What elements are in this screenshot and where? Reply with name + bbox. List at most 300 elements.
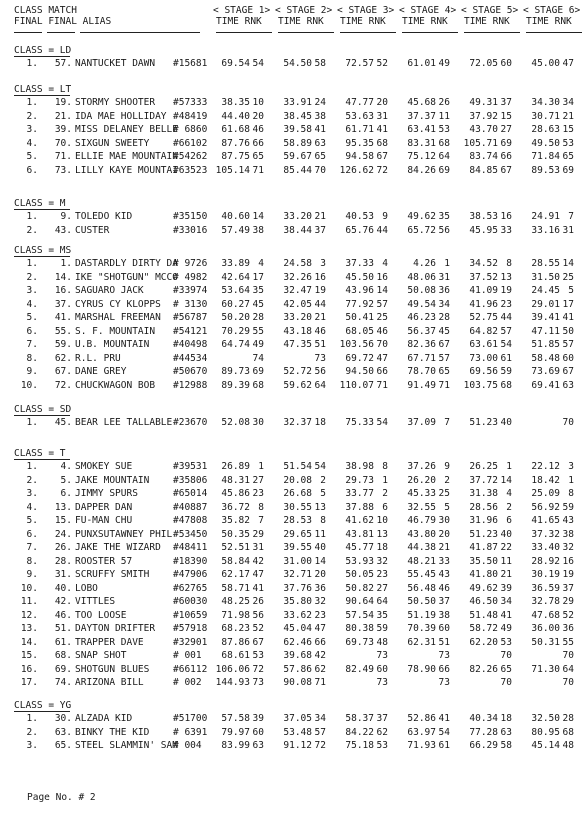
stage-6-time: 29.01: [531, 298, 560, 310]
stage-2-rank: 21: [314, 211, 326, 222]
stage-2-time: 85.44: [283, 164, 312, 176]
match-place: 74.: [54, 677, 72, 689]
class-underline: [14, 95, 70, 96]
stage-3-time: 29.73: [345, 474, 374, 486]
match-place: 16.: [54, 285, 72, 296]
stage-3-time: 84.22: [345, 726, 374, 738]
match-place: 24.: [54, 528, 72, 540]
stage-1-rank: 17: [252, 271, 264, 283]
shooter-alias: U.B. MOUNTAIN: [75, 339, 150, 351]
stage-5-rank: 53: [500, 636, 512, 648]
final-place: 11.: [20, 596, 38, 608]
stage-5-time: 41.09: [469, 285, 498, 296]
stage-5-time: 69.56: [469, 366, 498, 378]
match-place: 28.: [54, 555, 72, 567]
stage-2-rank: 41: [314, 124, 326, 135]
stage-1-time: 40.60: [221, 211, 250, 222]
stage-2-time: 33.62: [283, 609, 312, 621]
stage-4-time: 51.19: [407, 609, 436, 621]
class-label: CLASS = LD: [14, 45, 72, 56]
stage-3-sub: TIME RNK: [340, 16, 386, 27]
stage-5-time: 41.80: [469, 569, 498, 581]
stage-2-time: 39.55: [283, 542, 312, 554]
stage-1-time: 52.51: [221, 542, 250, 554]
stage-3-rank: 53: [376, 740, 388, 751]
stage-3-rank: 57: [376, 298, 388, 310]
stage-1-rank: 31: [252, 542, 264, 554]
table-row: [0, 273, 587, 284]
stage-5-time: 52.75: [469, 312, 498, 324]
match-place: 15.: [54, 515, 72, 527]
stage-4-time: 67.71: [407, 352, 436, 364]
match-place: 9.: [60, 211, 72, 222]
stage-2-rank: 19: [314, 285, 326, 296]
stage-6-rank: 68: [562, 726, 574, 738]
stage-4-rank: 60: [438, 623, 450, 635]
stage-1-rank: 74: [252, 352, 264, 364]
stage-2-time: 39.58: [283, 124, 312, 135]
stage-6-rank: 3: [568, 461, 574, 472]
match-place: 4.: [60, 461, 72, 472]
stage-1-time: 87.86: [221, 636, 250, 648]
stage-3-rank: 54: [376, 417, 388, 428]
stage-3-rank: 10: [376, 515, 388, 527]
stage-1-time: 69.54: [221, 58, 250, 69]
stage-1-rank: 69: [252, 366, 264, 378]
stage-6-rank: 16: [562, 555, 574, 567]
stage-1-time: 58.71: [221, 582, 250, 594]
stage-4-time: 82.36: [407, 339, 436, 351]
stage-2-time: 38.45: [283, 110, 312, 122]
match-place: 14.: [54, 271, 72, 283]
stage-3-rank: 72: [376, 164, 388, 176]
stage-2-rank: 3: [320, 258, 326, 269]
stage-3-time: 40.53: [345, 211, 374, 222]
stage-3-rank: 13: [376, 528, 388, 540]
stage-3-time: 45.77: [345, 542, 374, 554]
sass-number: #40498: [173, 339, 208, 351]
stage-3-time: 41.62: [345, 515, 374, 527]
stage-3-time: 61.71: [345, 124, 374, 135]
stage-5-rank: 11: [500, 555, 512, 567]
stage-1-time: 105.14: [215, 164, 250, 176]
stage-2-rank: 56: [314, 366, 326, 378]
stage-2-rank: 73: [314, 352, 326, 364]
header-rules: [0, 28, 587, 39]
stage-5-rank: 70: [500, 650, 512, 662]
stage-6-rank: 67: [562, 366, 574, 378]
stage-3-time: 103.56: [339, 339, 374, 351]
stage-4-rank: 64: [438, 151, 450, 163]
stage-1-time: 68.61: [221, 650, 250, 662]
stage-2-rank: 62: [314, 663, 326, 675]
stage-3-time: 38.98: [345, 461, 374, 472]
stage-6-rank: 47: [562, 58, 574, 69]
stage-5-rank: 40: [500, 417, 512, 428]
match-place: 69.: [54, 663, 72, 675]
stage-2-time: 28.53: [283, 515, 312, 527]
stage-6-time: 33.40: [531, 542, 560, 554]
table-row: [0, 651, 587, 662]
sass-number: #18390: [173, 555, 208, 567]
stage-3-time: 95.35: [345, 137, 374, 149]
stage-3-rank: 73: [376, 677, 388, 689]
stage-2-time: 57.86: [283, 663, 312, 675]
stage-2-rank: 66: [314, 636, 326, 648]
stage-4-time: 50.50: [407, 596, 436, 608]
stage-4-rank: 57: [438, 352, 450, 364]
shooter-alias: CYRUS CY KLOPPS: [75, 298, 161, 310]
stage-1-time: 50.20: [221, 312, 250, 324]
stage-6-rank: 36: [562, 623, 574, 635]
stage-3-rank: 1: [382, 474, 388, 486]
table-row: [0, 503, 587, 514]
stage-1-time: 60.27: [221, 298, 250, 310]
stage-2-time: 59.67: [283, 151, 312, 163]
shooter-alias: DANE GREY: [75, 366, 127, 378]
stage-1-time: 71.98: [221, 609, 250, 621]
stage-1-rank: 35: [252, 285, 264, 296]
stage-1-rank: 4: [258, 258, 264, 269]
class-header: [14, 85, 71, 97]
stage-5-rank: 41: [500, 609, 512, 621]
stage-6-time: 30.71: [531, 110, 560, 122]
stage-5-rank: 59: [500, 366, 512, 378]
stage-6-time: 49.50: [531, 137, 560, 149]
stage-5-time: 43.70: [469, 124, 498, 135]
stage-4-time: 50.08: [407, 285, 436, 296]
stage-6-rank: 17: [562, 298, 574, 310]
table-row: [0, 728, 587, 739]
stage-2-time: 35.80: [283, 596, 312, 608]
table-row: [0, 543, 587, 554]
stage-3-rank: 6: [382, 501, 388, 513]
stage-2-time: 38.44: [283, 224, 312, 236]
table-row: [0, 327, 587, 338]
sass-number: #35150: [173, 211, 208, 222]
stage-6-rank: 31: [562, 224, 574, 236]
match-place: 39.: [54, 124, 72, 135]
stage-2-time: 37.05: [283, 713, 312, 724]
stage-1-time: 50.35: [221, 528, 250, 540]
stage-2-time: 31.00: [283, 555, 312, 567]
stage-1-rank: 26: [252, 596, 264, 608]
stage-5-sub: TIME RNK: [464, 16, 510, 27]
final-place: 10.: [20, 379, 38, 391]
stage-1-rank: 27: [252, 474, 264, 486]
final-place: 9.: [26, 366, 38, 378]
sass-number: #10659: [173, 609, 208, 621]
stage-1-time: 44.40: [221, 110, 250, 122]
stage-4-rank: 69: [438, 164, 450, 176]
stage-5-rank: 8: [506, 258, 512, 269]
sass-number: #63523: [173, 164, 208, 176]
stage-5-time: 62.20: [469, 636, 498, 648]
stage-3-time: 57.54: [345, 609, 374, 621]
stage-2-rank: 5: [320, 488, 326, 499]
stage-5-time: 72.05: [469, 58, 498, 69]
final-place: 17.: [20, 677, 38, 689]
stage-5-time: 64.82: [469, 325, 498, 337]
match-place: 57.: [54, 58, 72, 69]
stage-4-time: 62.31: [407, 636, 436, 648]
table-row: [0, 741, 587, 752]
stage-1-rank: 23: [252, 488, 264, 499]
final-place: 3.: [26, 285, 38, 296]
sass-number: #40887: [173, 501, 208, 513]
stage-5-time: 77.28: [469, 726, 498, 738]
table-row: [0, 286, 587, 297]
stage-1-rank: 72: [252, 663, 264, 675]
stage-6-title: < STAGE 6>: [523, 5, 581, 16]
stage-1-rank: 39: [252, 713, 264, 724]
stage-5-rank: 34: [500, 596, 512, 608]
stage-5-rank: 18: [500, 713, 512, 724]
table-row: [0, 313, 587, 324]
shooter-alias: VITTLES: [75, 596, 116, 608]
stage-2-rank: 63: [314, 137, 326, 149]
stage-5-rank: 6: [506, 515, 512, 527]
stage-1-rank: 47: [252, 569, 264, 581]
stage-3-rank: 25: [376, 312, 388, 324]
stage-2-rank: 13: [314, 501, 326, 513]
stage-6-time: 24.91: [531, 211, 560, 222]
stage-5-rank: 70: [500, 677, 512, 689]
stage-5-time: 82.26: [469, 663, 498, 675]
stage-5-time: 51.23: [469, 417, 498, 428]
table-row: [0, 125, 587, 136]
stage-3-rank: 18: [376, 542, 388, 554]
stage-1-rank: 63: [252, 740, 264, 751]
stage-5-rank: 22: [500, 542, 512, 554]
stage-5-time: 49.62: [469, 582, 498, 594]
stage-4-rank: 66: [438, 663, 450, 675]
final-place: 2.: [26, 271, 38, 283]
stage-4-rank: 37: [438, 596, 450, 608]
stage-1-time: 53.64: [221, 285, 250, 296]
stage-4-time: 45.33: [407, 488, 436, 499]
class-header: [14, 246, 71, 258]
stage-5-time: 35.50: [469, 555, 498, 567]
sass-number: # 001: [173, 650, 202, 662]
table-row: [0, 259, 587, 270]
class-underline: [14, 459, 70, 460]
stage-4-time: 32.55: [407, 501, 436, 513]
match-place: 21.: [54, 110, 72, 122]
rule-stage-2: [278, 32, 334, 33]
stage-4-rank: 45: [438, 325, 450, 337]
stage-2-rank: 23: [314, 609, 326, 621]
shooter-alias: LILLY KAYE MOUNTAI: [75, 164, 178, 176]
stage-5-rank: 58: [500, 740, 512, 751]
stage-5-rank: 54: [500, 339, 512, 351]
stage-2-time: 33.91: [283, 97, 312, 108]
sass-number: #47808: [173, 515, 208, 527]
shooter-alias: SMOKEY SUE: [75, 461, 133, 472]
stage-5-time: 41.96: [469, 298, 498, 310]
stage-6-time: 30.19: [531, 569, 560, 581]
stage-2-time: 43.18: [283, 325, 312, 337]
stage-2-time: 90.08: [283, 677, 312, 689]
stage-2-rank: 40: [314, 542, 326, 554]
stage-6-time: 51.85: [531, 339, 560, 351]
sass-number: #56787: [173, 312, 208, 324]
stage-2-time: 20.08: [283, 474, 312, 486]
stage-2-rank: 24: [314, 97, 326, 108]
sass-number: #50670: [173, 366, 208, 378]
final-place: 7.: [26, 339, 38, 351]
table-row: [0, 489, 587, 500]
stage-3-rank: 70: [376, 339, 388, 351]
stage-1-time: 35.82: [221, 515, 250, 527]
stage-5-rank: 67: [500, 164, 512, 176]
stage-3-time: 58.37: [345, 713, 374, 724]
stage-2-rank: 37: [314, 224, 326, 236]
rule-final: [47, 32, 75, 33]
final-place: 3.: [26, 124, 38, 135]
stage-2-time: 24.58: [283, 258, 312, 269]
stage-1-rank: 67: [252, 636, 264, 648]
shooter-alias: DASTARDLY DIRTY DA: [75, 258, 178, 269]
stage-1-time: 106.06: [215, 663, 250, 675]
stage-4-time: 61.01: [407, 58, 436, 69]
shooter-alias: STEEL SLAMMIN' SAM: [75, 740, 178, 751]
stage-4-rank: 35: [438, 211, 450, 222]
stage-4-rank: 26: [438, 97, 450, 108]
stage-5-time: 84.85: [469, 164, 498, 176]
stage-5-time: 51.48: [469, 609, 498, 621]
stage-1-time: 83.99: [221, 740, 250, 751]
stage-5-rank: 2: [506, 501, 512, 513]
class-label: CLASS = MS: [14, 245, 72, 256]
stage-5-title: < STAGE 5>: [461, 5, 519, 16]
stage-5-rank: 15: [500, 110, 512, 122]
table-row: [0, 354, 587, 365]
table-row: [0, 516, 587, 527]
stage-2-time: 39.68: [283, 650, 312, 662]
shooter-alias: BEAR LEE TALLABLE: [75, 417, 173, 428]
stage-2-time: 30.55: [283, 501, 312, 513]
stage-4-time: 44.38: [407, 542, 436, 554]
stage-3-rank: 4: [382, 258, 388, 269]
stage-2-rank: 70: [314, 164, 326, 176]
sass-number: #39531: [173, 461, 208, 472]
stage-6-rank: 57: [562, 339, 574, 351]
stage-2-time: 54.50: [283, 58, 312, 69]
rule-stage-1: [216, 32, 272, 33]
sass-number: #54262: [173, 151, 208, 163]
stage-3-rank: 73: [376, 650, 388, 662]
stage-1-rank: 53: [252, 650, 264, 662]
stage-3-rank: 20: [376, 97, 388, 108]
stage-1-time: 87.76: [221, 137, 250, 149]
sass-number: #60030: [173, 596, 208, 608]
rule-stage-4: [402, 32, 458, 33]
stage-6-rank: 1: [568, 474, 574, 486]
class-underline: [14, 209, 70, 210]
final-place: 13.: [20, 623, 38, 635]
stage-6-time: 32.50: [531, 713, 560, 724]
stage-6-rank: 65: [562, 151, 574, 163]
stage-3-rank: 2: [382, 488, 388, 499]
stage-5-time: 37.52: [469, 271, 498, 283]
stage-5-rank: 65: [500, 663, 512, 675]
match-place: 73.: [54, 164, 72, 176]
stage-6-time: 47.68: [531, 609, 560, 621]
stage-1-rank: 52: [252, 623, 264, 635]
stage-1-rank: 1: [258, 461, 264, 472]
stage-5-rank: 1: [506, 461, 512, 472]
stage-1-time: 33.89: [221, 258, 250, 269]
stage-3-rank: 64: [376, 596, 388, 608]
final-place: 15.: [20, 650, 38, 662]
final-place: 1.: [26, 97, 38, 108]
final-place: 2.: [26, 726, 38, 738]
stage-1-rank: 38: [252, 224, 264, 236]
stage-1-rank: 65: [252, 151, 264, 163]
stage-5-time: 31.38: [469, 488, 498, 499]
shooter-alias: DAPPER DAN: [75, 501, 133, 513]
class-header: [14, 46, 71, 58]
stage-4-rank: 53: [438, 124, 450, 135]
table-row: [0, 226, 587, 237]
stage-3-rank: 44: [376, 224, 388, 236]
stage-3-rank: 60: [376, 663, 388, 675]
stage-6-time: 22.12: [531, 461, 560, 472]
match-place: 30.: [54, 713, 72, 724]
stage-3-time: 37.33: [345, 258, 374, 269]
stage-1-time: 64.74: [221, 339, 250, 351]
stage-3-rank: 46: [376, 325, 388, 337]
sass-number: # 9726: [173, 258, 208, 269]
stage-4-rank: 33: [438, 555, 450, 567]
stage-4-rank: 56: [438, 224, 450, 236]
stage-4-rank: 71: [438, 379, 450, 391]
stage-4-time: 49.62: [407, 211, 436, 222]
stage-6-rank: 52: [562, 609, 574, 621]
stage-1-time: 61.68: [221, 124, 250, 135]
stage-5-rank: 23: [500, 298, 512, 310]
table-row: [0, 570, 587, 581]
stage-4-rank: 65: [438, 366, 450, 378]
stage-5-rank: 13: [500, 271, 512, 283]
table-row: [0, 212, 587, 223]
stage-6-rank: 43: [562, 515, 574, 527]
sass-number: #15681: [173, 58, 208, 69]
stage-5-time: 40.34: [469, 713, 498, 724]
stage-2-rank: 46: [314, 325, 326, 337]
stage-6-rank: 69: [562, 164, 574, 176]
match-place: 51.: [54, 623, 72, 635]
stage-4-rank: 61: [438, 740, 450, 751]
stage-6-time: 33.16: [531, 224, 560, 236]
final-place: 8.: [26, 555, 38, 567]
stage-6-time: 58.48: [531, 352, 560, 364]
stage-4-time: 56.48: [407, 582, 436, 594]
class-label: CLASS = M: [14, 198, 66, 209]
match-place: 70.: [54, 137, 72, 149]
shooter-alias: NANTUCKET DAWN: [75, 58, 156, 69]
stage-2-rank: 21: [314, 312, 326, 324]
stage-3-time: 126.62: [339, 164, 374, 176]
table-row: [0, 98, 587, 109]
stage-3-time: 72.57: [345, 58, 374, 69]
stage-4-rank: 25: [438, 488, 450, 499]
shooter-alias: DAYTON DRIFTER: [75, 623, 156, 635]
stage-2-rank: 16: [314, 271, 326, 283]
shooter-alias: S. F. MOUNTAIN: [75, 325, 156, 337]
final-place: 5.: [26, 312, 38, 324]
